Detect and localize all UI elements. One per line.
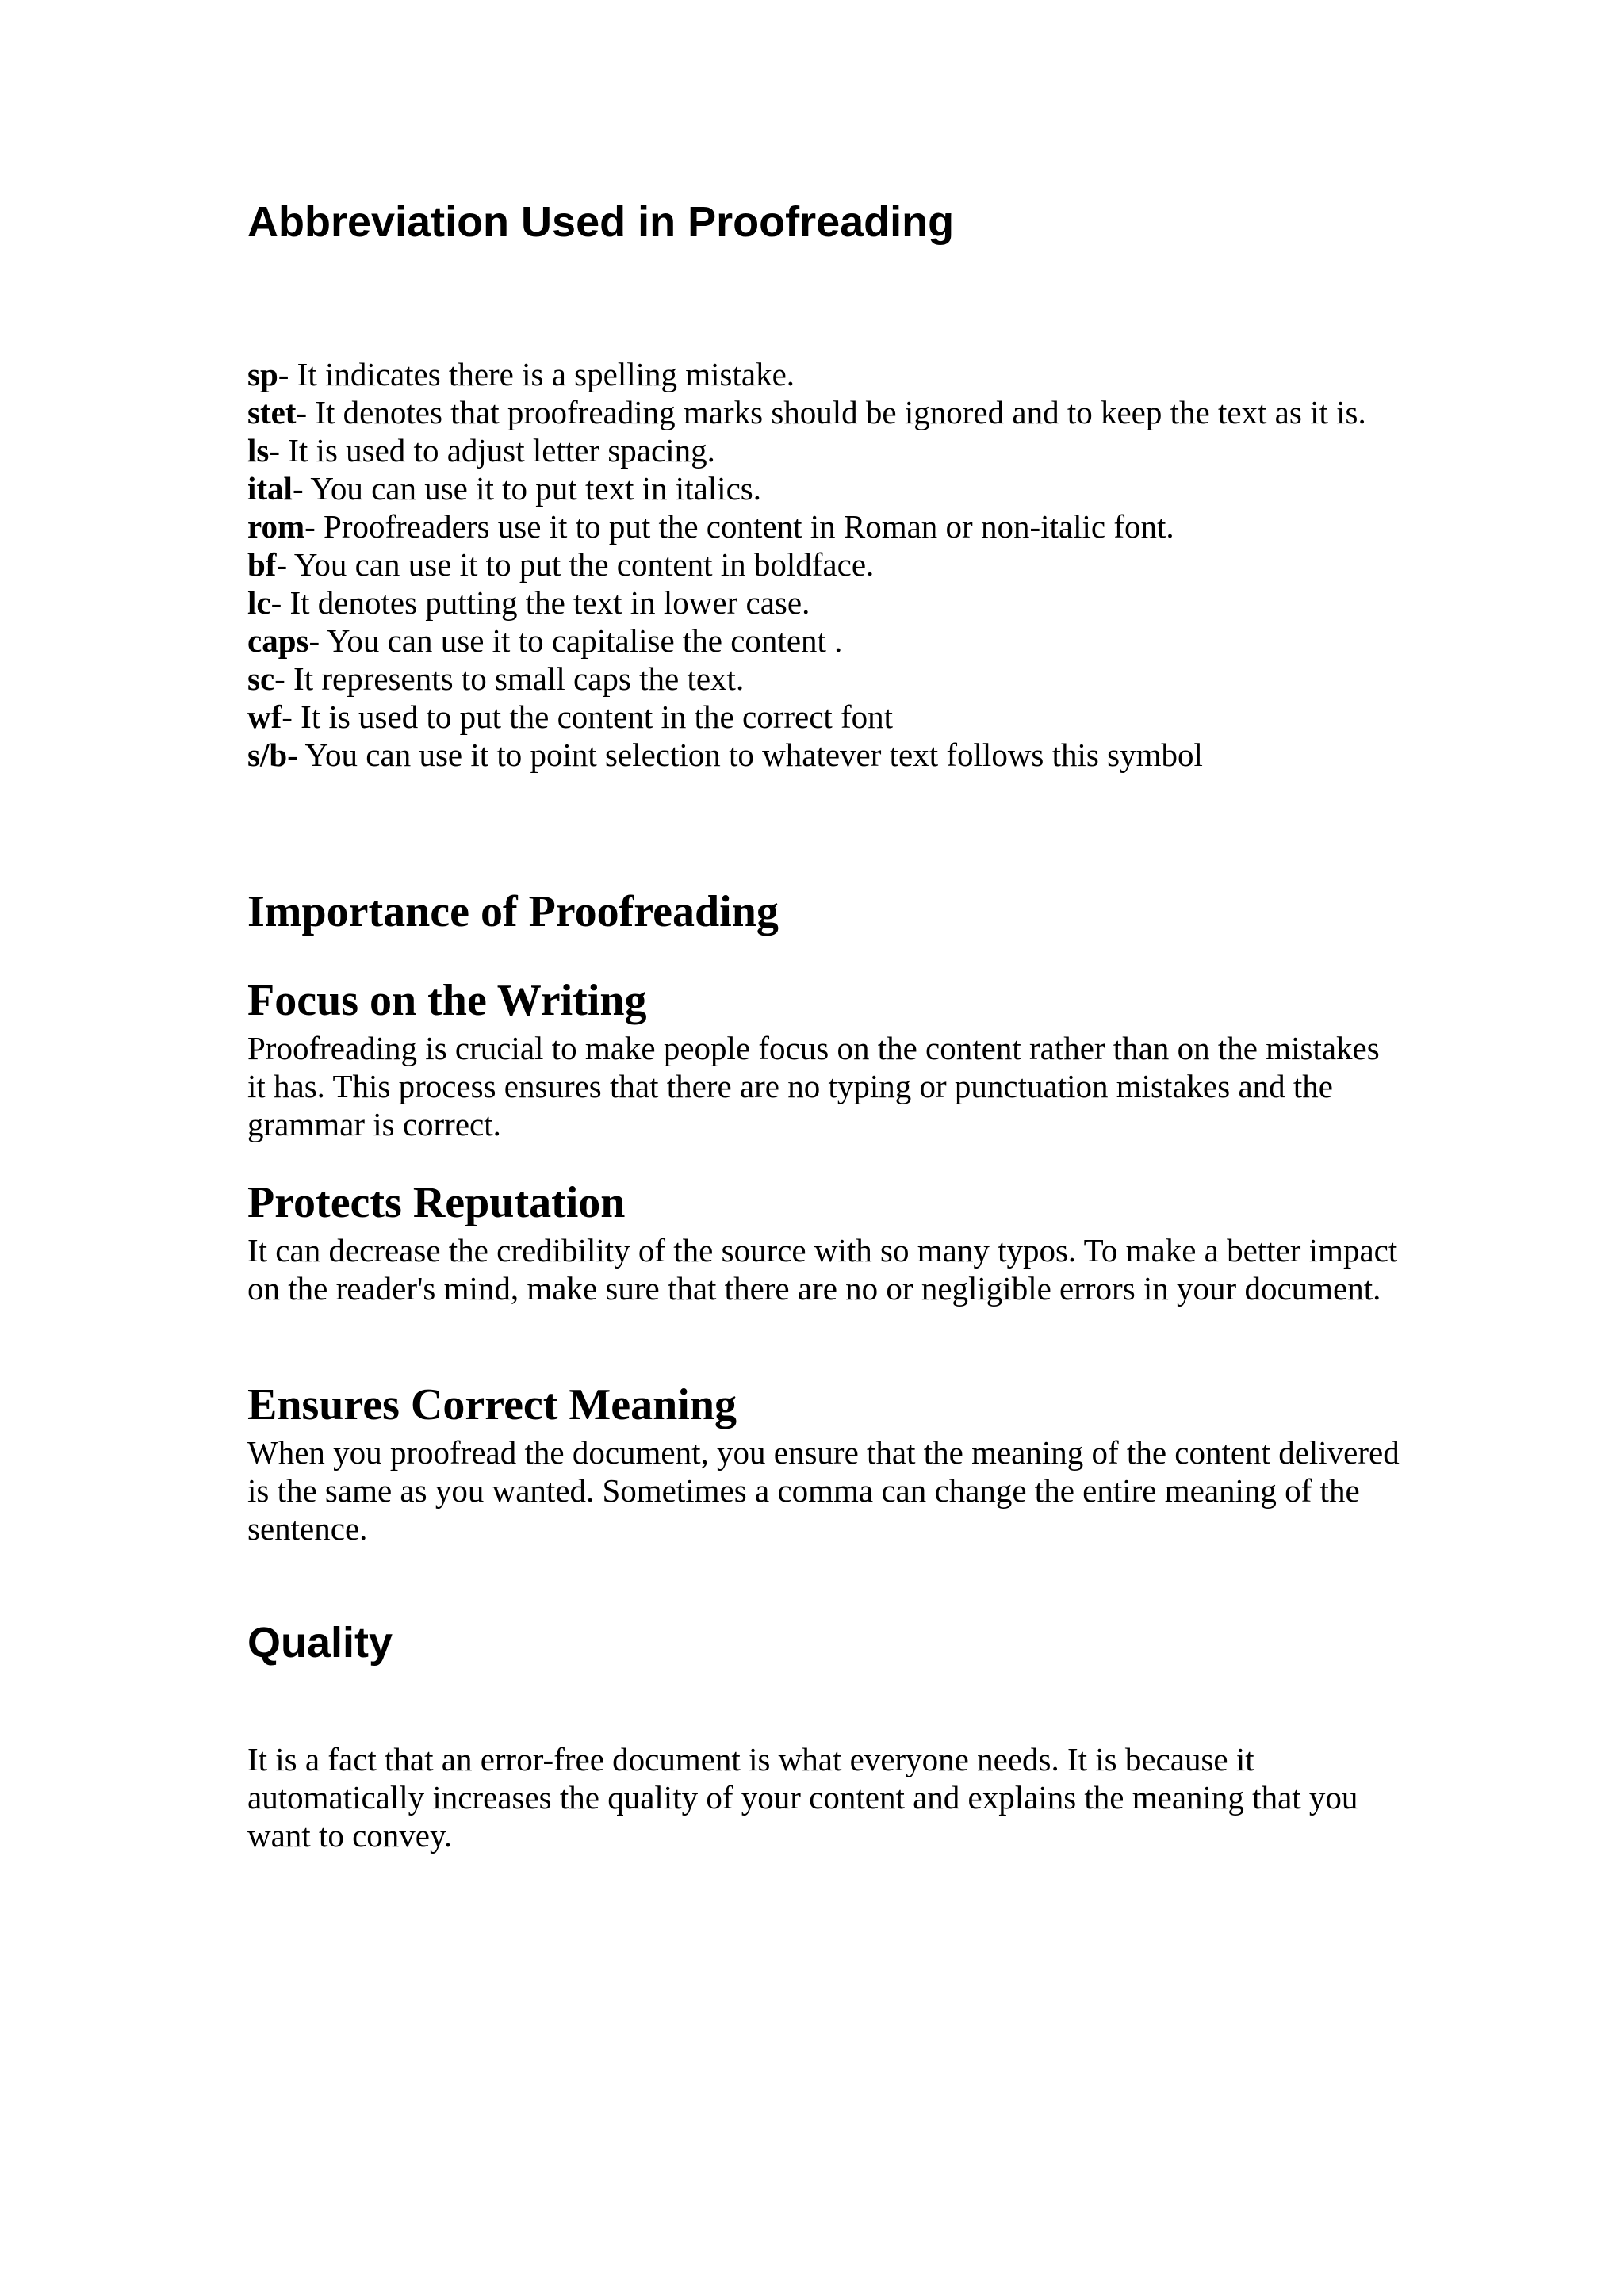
abbreviation-description: - Proofreaders use it to put the content in Roman or non-italic font. [304,508,1174,545]
abbreviation-description: - It is used to adjust letter spacing. [269,432,715,469]
abbreviation-term: ls [247,432,270,469]
abbreviation-description: - You can use it to put the content in boldface. [276,546,875,583]
focus-paragraph: Proofreading is crucial to make people focus on the content rather than on the mistakes it has. This process ensures that there are no typing or punctuation mistakes and the grammar is correct. [247,1030,1380,1142]
quality-paragraph: It is a fact that an error-free document is what everyone needs. It is because it automatically increases the quality of your content and explains the meaning that you want to convey. [247,1741,1358,1854]
list-item [247,698,1366,736]
abbreviation-description: - It represents to small caps the text. [274,660,745,697]
abbreviation-term: sc [247,660,275,697]
abbreviation-description: - It denotes that proofreading marks should be ignored and to keep the text as it is. [296,394,1366,430]
list-item [247,431,1366,469]
list-item [247,355,1366,393]
quality-heading: Quality [247,1619,393,1667]
list-item [247,469,1366,507]
list-item [247,545,1366,584]
list-item [247,507,1366,545]
abbreviation-term: ital [247,470,293,507]
abbreviation-term: s/b [247,737,288,773]
abbreviation-description: - You can use it to capitalise the content . [308,622,843,659]
protects-subheading: Protects Reputation [247,1178,626,1227]
list-item [247,393,1366,431]
abbreviation-term: sp [247,356,278,392]
list-item [247,660,1366,698]
abbreviation-description: - It denotes putting the text in lower case. [270,584,810,621]
ensures-subheading: Ensures Correct Meaning [247,1380,737,1429]
importance-heading: Importance of Proofreading [247,887,779,936]
abbreviation-term: stet [247,394,297,430]
abbreviation-term: lc [247,584,271,621]
ensures-paragraph: When you proofread the document, you ensure that the meaning of the content delivered is the same as you wanted. Sometimes a comma can change the entire meaning of the sentence. [247,1434,1400,1547]
abbreviation-description: - It is used to put the content in the correct font [282,698,894,735]
abbreviations-heading: Abbreviation Used in Proofreading [247,198,955,246]
abbreviation-description: - You can use it to put text in italics. [292,470,761,507]
abbreviation-term: wf [247,698,282,735]
abbreviation-term: bf [247,546,277,583]
list-item [247,622,1366,660]
abbreviation-description: - It indicates there is a spelling mistake. [278,356,795,392]
abbreviation-term: caps [247,622,309,659]
focus-subheading: Focus on the Writing [247,976,647,1025]
protects-paragraph: It can decrease the credibility of the source with so many typos. To make a better impact on the reader's mind, make sure that there are no or negligible errors in your document. [247,1232,1398,1307]
abbreviation-term: rom [247,508,305,545]
list-item [247,736,1366,774]
abbreviation-description: - You can use it to point selection to whatever text follows this symbol [287,737,1203,773]
abbreviation-list [247,355,1366,774]
list-item [247,584,1366,622]
